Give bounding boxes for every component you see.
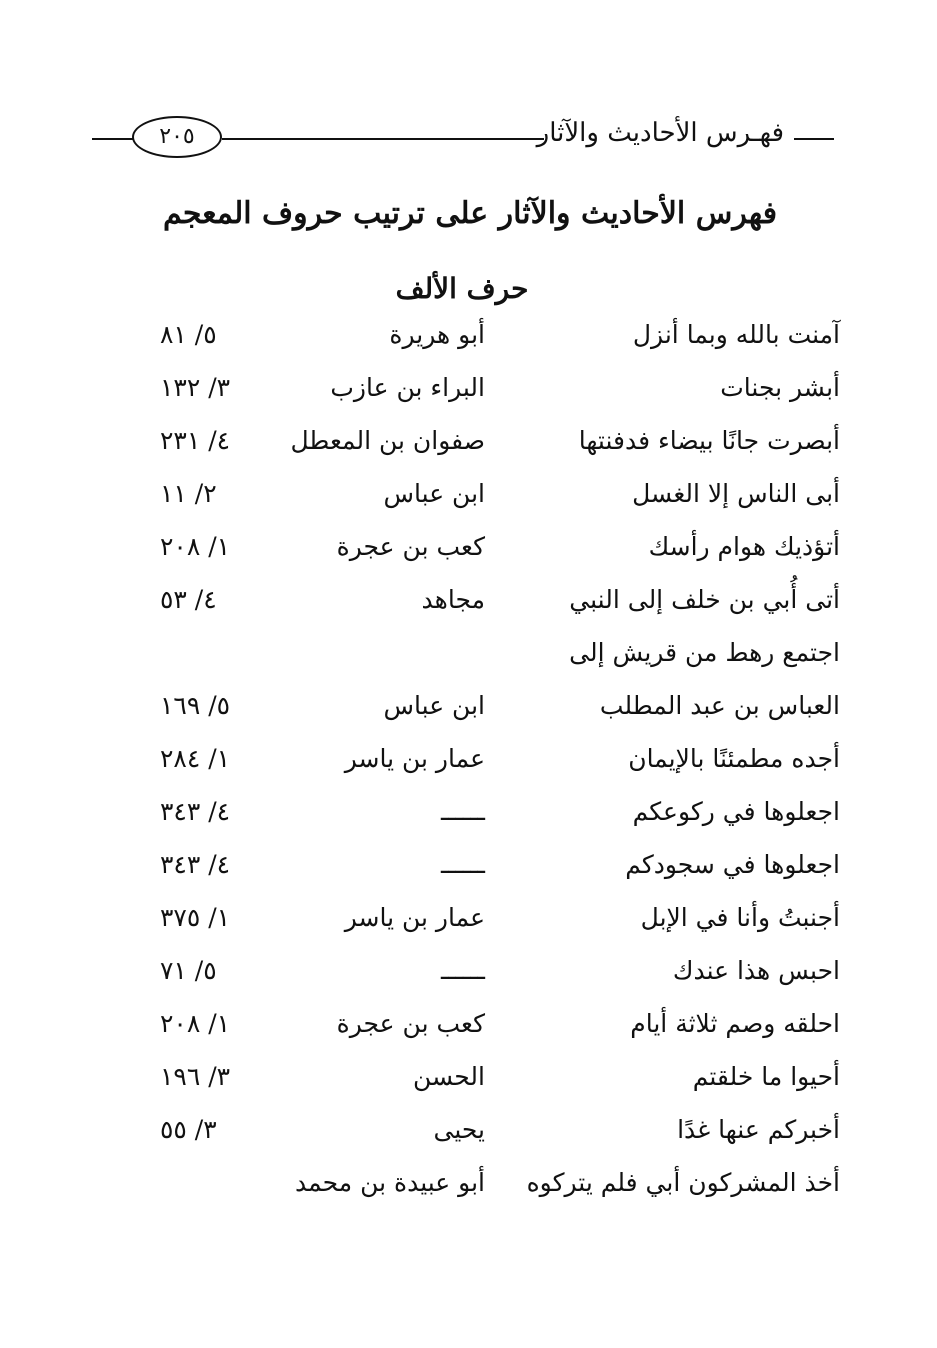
index-entry [140,577,840,630]
index-entry [140,418,840,471]
section-heading: حرف الألف [395,272,529,305]
entry-text: أجده مطمئنًا بالإيمان [628,744,840,773]
entry-reference: ٢/ ١١ [160,479,217,508]
entry-narrator: ــــــ [441,956,485,985]
index-entry [140,736,840,789]
entry-text: أخبركم عنها غدًا [677,1115,840,1144]
entry-text: العباس بن عبد المطلب [599,691,840,720]
entry-narrator: ابن عباس [383,479,485,508]
running-title: فهـرس الأحاديث والآثار [536,118,784,148]
entry-text: أتى أُبي بن خلف إلى النبي [569,585,840,614]
entry-reference: ١/ ٢٨٤ [160,744,231,773]
entry-narrator: مجاهد [421,585,485,614]
entry-text: اجعلوها في ركوعكم [632,797,840,826]
entry-text: احلقه وصم ثلاثة أيام [630,1009,840,1038]
index-entry [140,1107,840,1160]
index-entries [140,312,840,1213]
entry-narrator: عمار بن ياسر [344,744,485,773]
page-number: ٢٠٥ [132,116,222,158]
entry-reference: ١/ ٢٠٨ [160,532,231,561]
index-entry [140,948,840,1001]
entry-text: أبشر بجنات [720,373,840,402]
entry-text: احبس هذا عندك [672,956,840,985]
entry-text: أبصرت جانًا بيضاء فدفنتها [578,426,840,455]
entry-text: أحيوا ما خلقتم [692,1062,840,1091]
running-header [92,110,834,166]
entry-narrator: ــــــ [441,797,485,826]
entry-reference: ٤/ ٥٣ [160,585,217,614]
entry-reference: ٣/ ٥٥ [160,1115,217,1144]
entry-narrator: صفوان بن المعطل [290,426,485,455]
entry-narrator: الحسن [412,1062,485,1091]
index-entry [140,1054,840,1107]
entry-narrator: عمار بن ياسر [344,903,485,932]
entry-narrator: ابن عباس [383,691,485,720]
index-entry [140,471,840,524]
entry-reference: ٣/ ١٩٦ [160,1062,231,1091]
entry-reference: ٥/ ٧١ [160,956,217,985]
entry-narrator: البراء بن عازب [330,373,485,402]
entry-text: اجتمع رهط من قريش إلى [569,638,840,667]
index-entry [140,789,840,842]
entry-text: آمنت بالله وبما أنزل [632,320,840,349]
index-entry [140,1001,840,1054]
entry-reference: ٣/ ١٣٢ [160,373,231,402]
index-entry [140,365,840,418]
index-entry [140,842,840,895]
entry-reference: ٤/ ٣٤٣ [160,850,231,879]
index-entry [140,524,840,577]
index-entry [140,312,840,365]
index-entry [140,630,840,683]
entry-text: أخذ المشركون أبي فلم يتركوه [526,1168,840,1197]
index-entry [140,895,840,948]
header-rule-middle [222,138,544,140]
entry-text: أبى الناس إلا الغسل [632,479,840,508]
entry-text: اجعلوها في سجودكم [625,850,840,879]
entry-text: أتؤذيك هوام رأسك [648,532,840,561]
entry-narrator: ــــــ [441,850,485,879]
entry-narrator: كعب بن عجرة [336,1009,485,1038]
header-rule-right [794,138,834,140]
header-rule-left [92,138,134,140]
entry-reference: ٥/ ٨١ [160,320,217,349]
entry-reference: ١/ ٣٧٥ [160,903,231,932]
entry-narrator: يحيى [433,1115,485,1144]
entry-reference: ٥/ ١٦٩ [160,691,231,720]
entry-text: أجنبتُ وأنا في الإبل [640,903,840,932]
entry-reference: ٤/ ٣٤٣ [160,797,231,826]
entry-narrator: أبو هريرة [389,320,485,349]
entry-narrator: كعب بن عجرة [336,532,485,561]
index-entry [140,1160,840,1213]
entry-reference: ٤/ ٢٣١ [160,426,231,455]
index-entry [140,683,840,736]
index-title: فهرس الأحاديث والآثار على ترتيب حروف المعجم [162,196,778,231]
entry-reference: ١/ ٢٠٨ [160,1009,231,1038]
entry-narrator: أبو عبيدة بن محمد [295,1168,485,1197]
